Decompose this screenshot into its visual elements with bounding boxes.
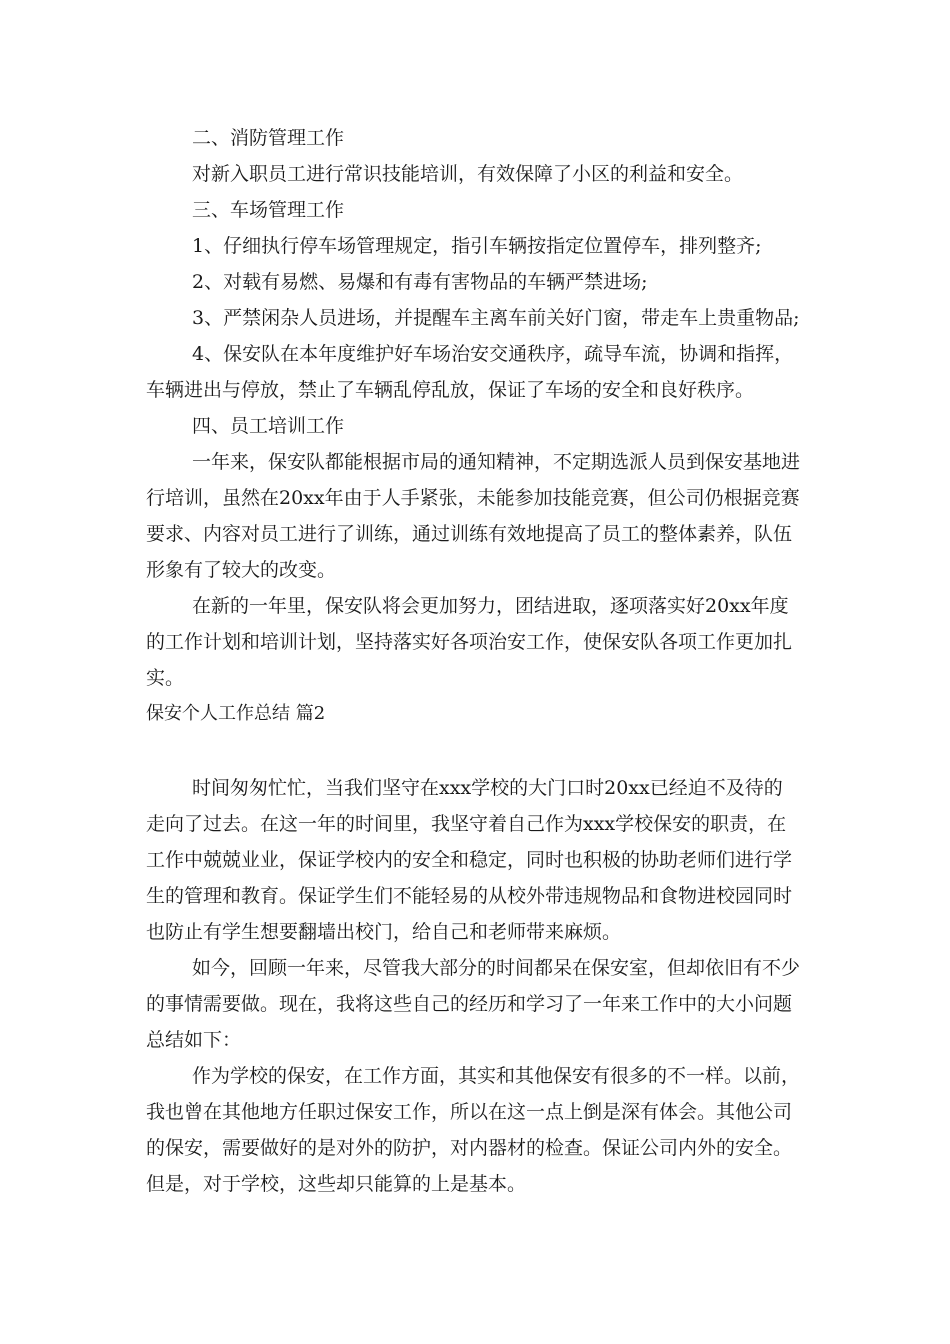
paragraph-line: 要求、内容对员工进行了训练，通过训练有效地提高了员工的整体素养，队伍	[146, 523, 793, 545]
paragraph-line: 走向了过去。在这一年的时间里，我坚守着自己作为xxx学校保安的职责，在	[146, 813, 787, 835]
article-title: 保安个人工作总结 篇2	[146, 703, 326, 724]
paragraph-line: 对新入职员工进行常识技能培训，有效保障了小区的利益和安全。	[192, 163, 744, 185]
list-item-continuation: 车辆进出与停放，禁止了车辆乱停乱放，保证了车场的安全和良好秩序。	[146, 379, 755, 401]
paragraph-line: 生的管理和教育。保证学生们不能轻易的从校外带违规物品和食物进校园同时	[146, 885, 793, 907]
paragraph-line: 我也曾在其他地方任职过保安工作，所以在这一点上倒是深有体会。其他公司	[146, 1101, 793, 1123]
paragraph-line: 总结如下：	[146, 1029, 242, 1051]
list-item: 3、严禁闲杂人员进场，并提醒车主离车前关好门窗，带走车上贵重物品;	[192, 307, 800, 329]
document-page	[146, 120, 806, 1202]
list-item: 1、仔细执行停车场管理规定，指引车辆按指定位置停车，排列整齐;	[192, 235, 762, 257]
paragraph-line: 的保安，需要做好的是对外的防护，对内器材的检查。保证公司内外的安全。	[146, 1137, 793, 1159]
blank-line	[146, 732, 806, 770]
list-item: 2、对载有易燃、易爆和有毒有害物品的车辆严禁进场;	[192, 271, 648, 293]
paragraph-line: 作为学校的保安，在工作方面，其实和其他保安有很多的不一样。以前，	[192, 1065, 801, 1087]
paragraph-line: 如今，回顾一年来，尽管我大部分的时间都呆在保安室，但却依旧有不少	[192, 957, 801, 979]
section-heading-training: 四、员工培训工作	[192, 415, 345, 437]
paragraph-line: 也防止有学生想要翻墙出校门，给自己和老师带来麻烦。	[146, 921, 622, 943]
paragraph-line: 的工作计划和培训计划，坚持落实好各项治安工作，使保安队各项工作更加扎	[146, 631, 793, 653]
paragraph-line: 时间匆匆忙忙，当我们坚守在xxx学校的大门口时20xx已经迫不及待的	[192, 777, 783, 799]
paragraph-line: 的事情需要做。现在，我将这些自己的经历和学习了一年来工作中的大小问题	[146, 993, 793, 1015]
section-heading-parking: 三、车场管理工作	[192, 199, 345, 221]
paragraph-line: 在新的一年里，保安队将会更加努力，团结进取，逐项落实好20xx年度	[192, 595, 789, 617]
paragraph-line: 形象有了较大的改变。	[146, 559, 337, 581]
paragraph-line: 一年来，保安队都能根据市局的通知精神，不定期选派人员到保安基地进	[192, 451, 801, 473]
paragraph-line: 但是，对于学校，这些却只能算的上是基本。	[146, 1173, 527, 1195]
paragraph-line: 工作中兢兢业业，保证学校内的安全和稳定，同时也积极的协助老师们进行学	[146, 849, 793, 871]
section-heading-fire: 二、消防管理工作	[192, 127, 345, 149]
paragraph-line: 实。	[146, 667, 185, 689]
list-item: 4、保安队在本年度维护好车场治安交通秩序，疏导车流，协调和指挥，	[192, 343, 794, 365]
paragraph-line: 行培训，虽然在20xx年由于人手紧张，未能参加技能竞赛，但公司仍根据竞赛	[146, 487, 800, 509]
